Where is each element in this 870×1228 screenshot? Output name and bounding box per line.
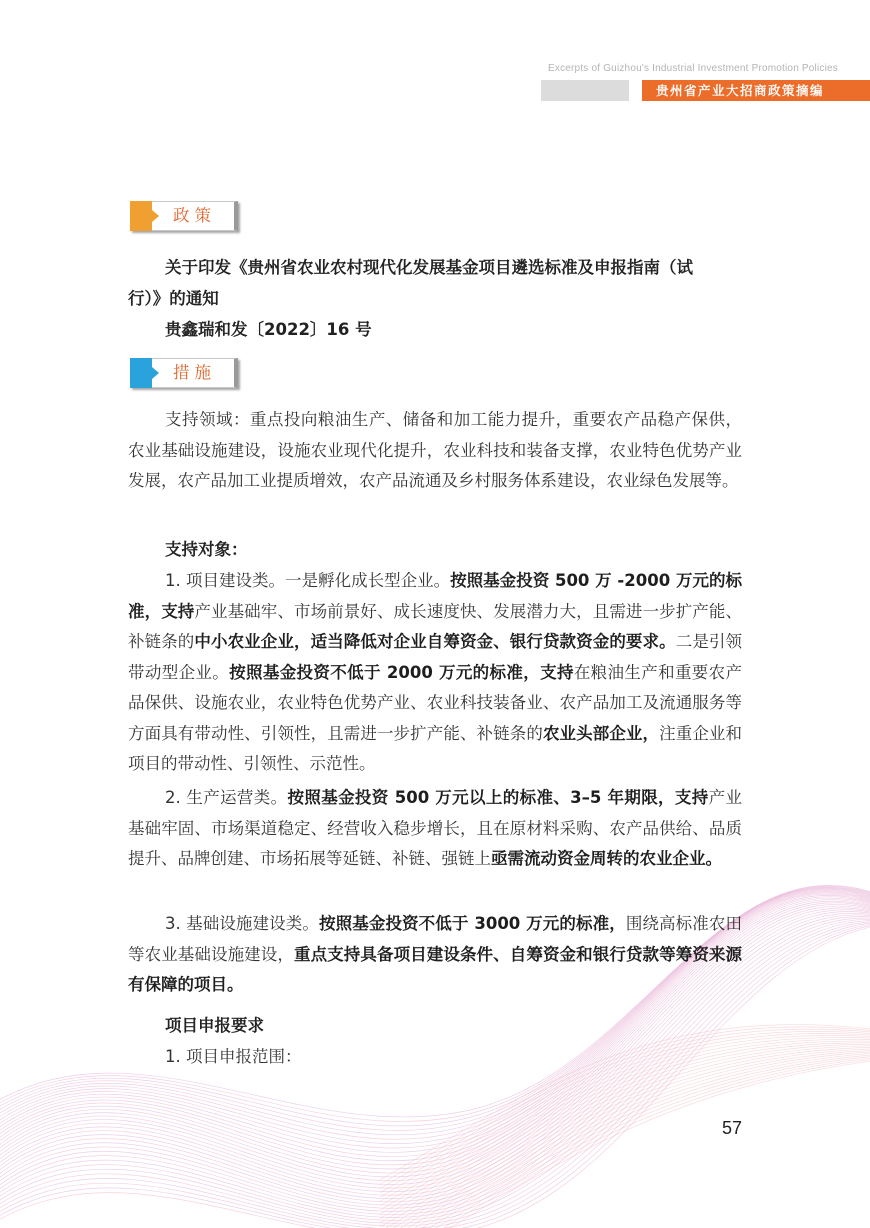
policy-title-block bbox=[128, 252, 742, 345]
tag-arrow-icon bbox=[152, 210, 159, 222]
header-english-title: Excerpts of Guizhou's Industrial Investment Promotion Policies bbox=[548, 63, 838, 74]
item2-paragraph bbox=[128, 783, 742, 875]
tag-square-icon bbox=[130, 358, 152, 388]
support-targets-heading: 支持对象： bbox=[165, 540, 248, 559]
item1-text-2: 产业基础牢、市场前景好、成长速度快、发展潜力大，且需进一步扩产能、补链条的 bbox=[128, 601, 743, 651]
item1-text-1: 1. 项目建设类。一是孵化成长型企业。 bbox=[165, 571, 451, 590]
policy-title-line2: 行）》的通知 bbox=[128, 289, 219, 308]
policy-section-tag bbox=[130, 201, 238, 231]
header-chinese-title: 贵州省产业大招商政策摘编 bbox=[642, 80, 870, 101]
item1-paragraph bbox=[128, 566, 742, 780]
item2-bold-1: 按照基金投资 500 万元以上的标准、3–5 年期限，支持 bbox=[287, 788, 709, 807]
item1-bold-4: 农业头部企业， bbox=[542, 723, 660, 743]
tag-square-icon bbox=[130, 201, 152, 231]
item2-bold-2: 亟需流动资金周转的农业企业。 bbox=[491, 849, 722, 868]
page-number: 57 bbox=[721, 1118, 742, 1138]
item3-bold-1: 按照基金投资不低于 3000 万元的标准， bbox=[319, 914, 626, 933]
application-requirements-heading: 项目申报要求 bbox=[165, 1016, 264, 1035]
application-scope-item: 1. 项目申报范围： bbox=[165, 1047, 302, 1066]
item1-text-3: 二是引领带动型企业。 bbox=[128, 632, 743, 682]
item1-text-4: 在粮油生产和重要农产品保供、设施农业，农业特色优势产业、农业科技装备业、农产品加工及流通服务等方面具有带动性、引领性，且需进一步扩产能、补链条的 bbox=[128, 662, 743, 743]
tag-arrow-icon bbox=[152, 367, 159, 379]
measure-tag-label: 措施 bbox=[173, 363, 216, 382]
policy-doc-number: 贵鑫瑞和发〔2022〕16 号 bbox=[165, 320, 372, 339]
item1-bold-1: 按照基金投资 500 万 -2000 万元的标准，支持 bbox=[128, 571, 742, 621]
item3-text-1: 3. 基础设施建设类。 bbox=[165, 914, 319, 933]
item3-text-2: 围绕高标准农田等农业基础设施建设， bbox=[128, 914, 742, 964]
policy-tag-label: 政策 bbox=[173, 206, 216, 225]
policy-title-line1: 关于印发《贵州省农业农村现代化发展基金项目遴选标准及申报指南（试 bbox=[165, 258, 693, 277]
header-gray-bar bbox=[541, 80, 629, 101]
support-scope-paragraph: 支持领域：重点投向粮油生产、储备和加工能力提升，重要农产品稳产保供，农业基础设施建设，设施农业现代化提升，农业科技和装备支撑，农业特色优势产业发展，农产品加工业提质增效，农产品流通及乡村服务体系建设，农业绿色发展等。 bbox=[128, 410, 742, 490]
item2-text-1: 2. 生产运营类。 bbox=[165, 788, 288, 807]
item1-text-5: 注重企业和项目的带动性、引领性、示范性。 bbox=[128, 723, 743, 773]
item1-bold-3: 按照基金投资不低于 2000 万元的标准，支持 bbox=[229, 662, 574, 682]
measure-section-tag bbox=[130, 358, 238, 388]
item3-paragraph bbox=[128, 909, 742, 1001]
item1-bold-2: 中小农业企业，适当降低对企业自筹资金、银行贷款资金的要求。 bbox=[194, 632, 676, 651]
item3-bold-2: 重点支持具备项目建设条件、自筹资金和银行贷款等筹资来源有保障的项目。 bbox=[128, 944, 743, 994]
item2-text-2: 产业基础牢固、市场渠道稳定、经营收入稳步增长，且在原材料采购、农产品供给、品质提升、品牌创建、市场拓展等延链、补链、强链上 bbox=[128, 788, 742, 868]
